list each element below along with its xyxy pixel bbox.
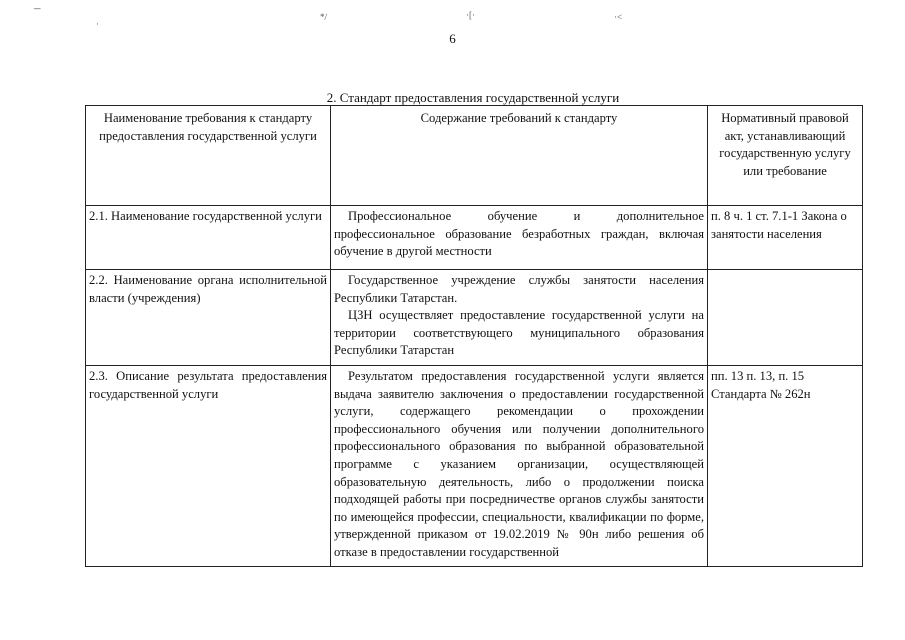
table-header-row	[86, 106, 863, 206]
page-number: 6	[449, 31, 456, 46]
scan-mark: ·	[96, 19, 99, 29]
content-paragraph: Государственное учреждение службы занятости населения Республики Татарстан.	[334, 273, 704, 305]
content-paragraph: Результатом предоставления государственной услуги является выдача заявителю заключения о предоставлении государственной услуги, содержащего рекомендации о прохождении профессионального обучения или получении дополнительного профессионального образования по выбранной образовательной программе с указанием организации, осуществляющей образовательную деятельность, либо о продолжении поиска подходящей работы при посредничестве органов службы занятости по имеющейся профессии, специальности, квалификации по форме, утвержденной приказом от 19.02.2019 № 90н либо решения об отказе в предоставлении государственной	[334, 369, 704, 559]
content-cell	[331, 206, 708, 270]
requirement-cell: 2.2. Наименование органа исполнительной власти (учреждения)	[86, 270, 331, 366]
table-row	[86, 366, 863, 567]
requirement-cell: 2.3. Описание результата предоставления государственной услуги	[86, 366, 331, 567]
table-row	[86, 270, 863, 366]
content-cell	[331, 270, 708, 366]
section-title: 2. Стандарт предоставления государственной услуги	[326, 90, 620, 105]
scan-mark: ·[·	[466, 10, 475, 20]
scan-mark: –	[34, 0, 41, 15]
act-cell: п. 8 ч. 1 ст. 7.1-1 Закона о занятости населения	[708, 206, 863, 270]
header-act: Нормативный правовой акт, устанавливающий государственную услугу или требование	[708, 106, 863, 206]
scan-mark: */	[320, 12, 328, 22]
table-row	[86, 206, 863, 270]
content-cell	[331, 366, 708, 567]
requirement-cell: 2.1. Наименование государственной услуги	[86, 206, 331, 270]
header-content: Содержание требований к стандарту	[331, 106, 708, 206]
header-requirement: Наименование требования к стандарту предоставления государственной услуги	[86, 106, 331, 206]
scan-mark: ·<	[614, 12, 623, 22]
content-paragraph: Профессиональное обучение и дополнительное профессиональное образование безработных граждан, включая обучение в другой местности	[334, 209, 704, 259]
act-cell	[708, 270, 863, 366]
standard-table	[85, 105, 863, 567]
act-cell: пп. 13 п. 13, п. 15 Стандарта № 262н	[708, 366, 863, 567]
content-paragraph: ЦЗН осуществляет предоставление государственной услуги на территории соответствующего муниципального образования Республики Татарстан	[334, 308, 704, 358]
